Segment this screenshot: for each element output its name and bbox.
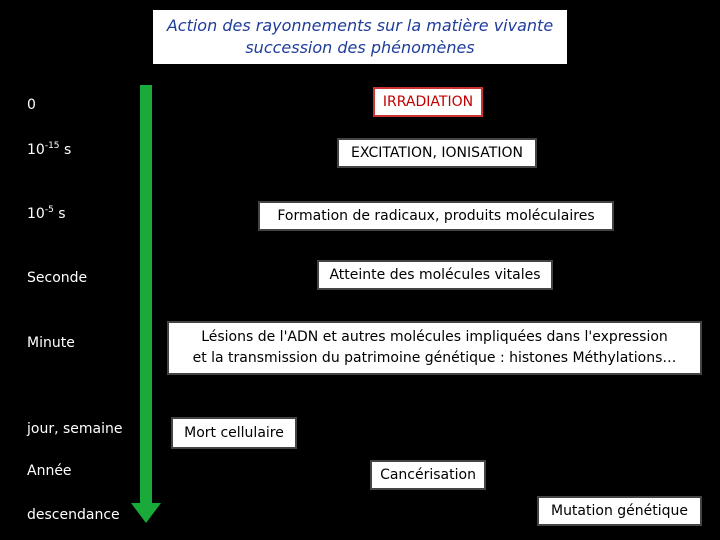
title-line-1: Action des rayonnements sur la matière vivante bbox=[166, 16, 554, 35]
time-label-descendance: descendance bbox=[27, 507, 120, 523]
phenomenon-cancerisation: Cancérisation bbox=[370, 460, 486, 490]
phenomenon-irradiation: IRRADIATION bbox=[373, 87, 483, 117]
time-label-zero: 0 bbox=[27, 97, 36, 113]
title-line-2: succession des phénomènes bbox=[245, 38, 475, 57]
phenomenon-vital-molecules: Atteinte des molécules vitales bbox=[317, 260, 553, 290]
phenomenon-dna-lesions: Lésions de l'ADN et autres molécules impliquées dans l'expression et la transmission du patrimoine génétique : histones Méthylations… bbox=[167, 321, 702, 375]
time-label-second: Seconde bbox=[27, 270, 88, 286]
time-arrow-shaft bbox=[140, 85, 152, 505]
time-arrow-head bbox=[131, 503, 161, 523]
phenomenon-excitation-ionisation: EXCITATION, IONISATION bbox=[337, 138, 537, 168]
phenomenon-genetic-mutation: Mutation génétique bbox=[537, 496, 702, 526]
time-label-minute: Minute bbox=[27, 335, 75, 351]
phenomenon-cell-death: Mort cellulaire bbox=[171, 417, 297, 449]
time-label-year: Année bbox=[27, 463, 72, 479]
phenomenon-radical-formation: Formation de radicaux, produits moléculaires bbox=[258, 201, 614, 231]
time-label-femtosecond: $10^{-15}$ s bbox=[27, 141, 72, 158]
diagram-title bbox=[153, 10, 567, 64]
time-arrow bbox=[130, 85, 162, 525]
time-label-microsecond: $10^{-5}$ s bbox=[27, 205, 66, 222]
time-label-day-week: jour, semaine bbox=[27, 421, 123, 437]
